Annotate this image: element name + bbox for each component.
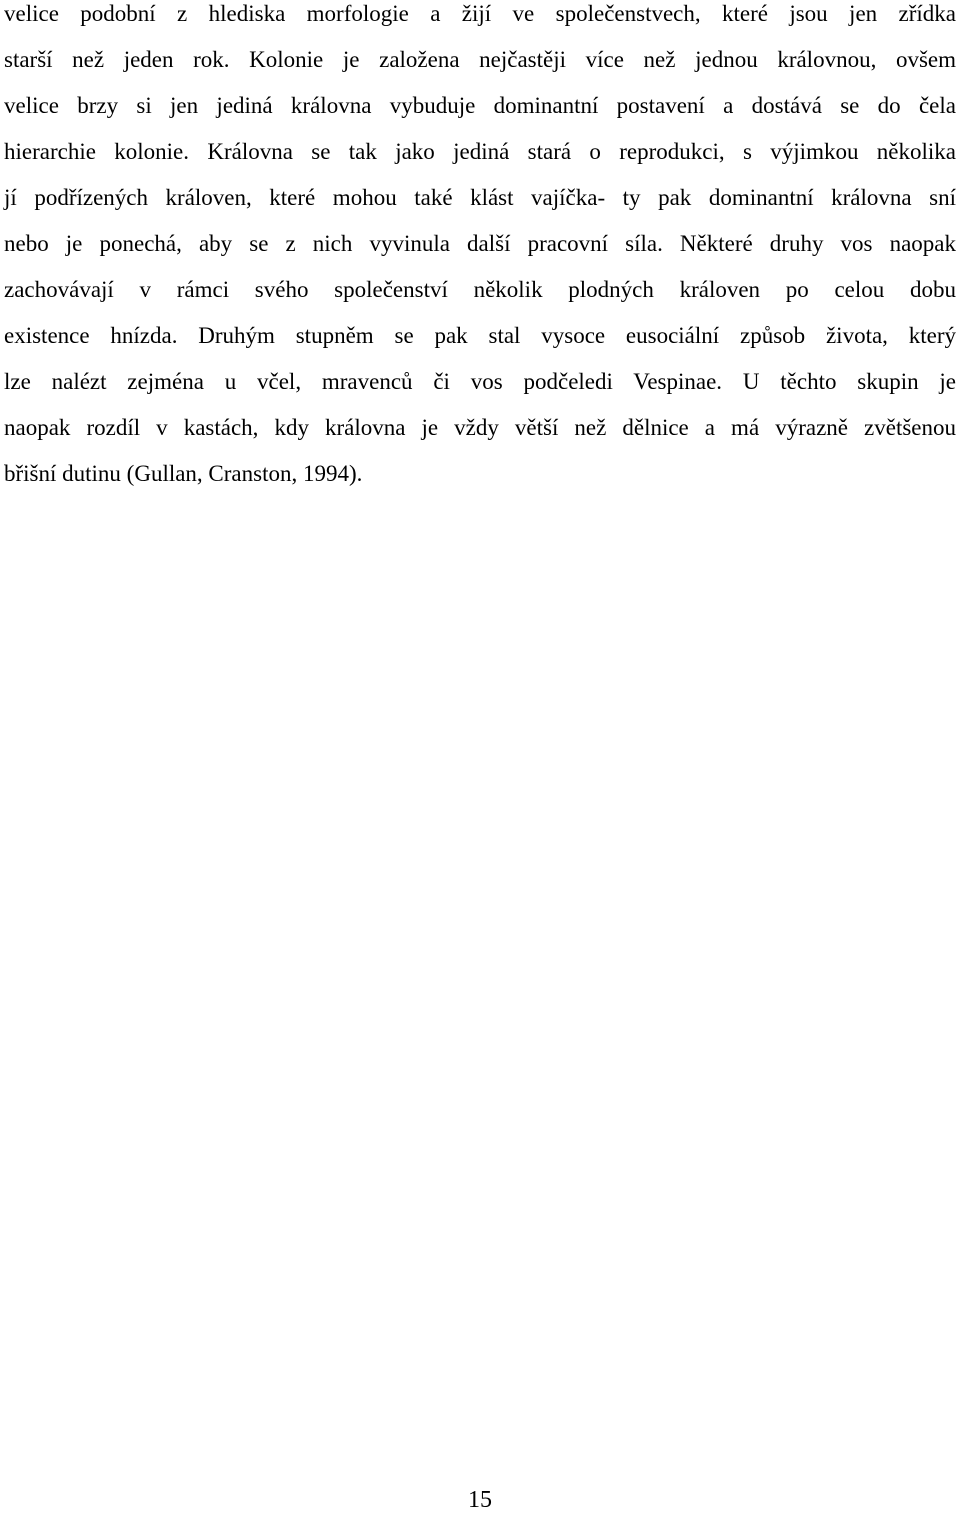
text-line: starší než jeden rok. Kolonie je založena nejčastěji více než jednou královnou, ovšem xyxy=(4,47,956,72)
text-line: existence hnízda. Druhým stupněm se pak stal vysoce eusociální způsob života, který xyxy=(4,323,956,348)
text-line: hierarchie kolonie. Královna se tak jako jediná stará o reprodukci, s výjimkou několika xyxy=(4,139,956,164)
text-line: jí podřízených královen, které mohou také klást vajíčka- ty pak dominantní královna sní xyxy=(4,185,956,210)
text-line: břišní dutinu (Gullan, Cranston, 1994). xyxy=(4,461,363,486)
text-line: velice podobní z hlediska morfologie a žijí ve společenstvech, které jsou jen zřídka xyxy=(4,1,956,26)
text-line: zachovávají v rámci svého společenství několik plodných královen po celou dobu xyxy=(4,277,956,302)
page-number: 15 xyxy=(468,1487,492,1513)
text-line: nebo je ponechá, aby se z nich vyvinula další pracovní síla. Některé druhy vos naopak xyxy=(4,231,956,256)
text-line: naopak rozdíl v kastách, kdy královna je vždy větší než dělnice a má výrazně zvětšenou xyxy=(4,415,956,440)
text-line: lze nalézt zejména u včel, mravenců či vos podčeledi Vespinae. U těchto skupin je xyxy=(4,369,956,394)
text-line: velice brzy si jen jediná královna vybuduje dominantní postavení a dostává se do čela xyxy=(4,93,956,118)
